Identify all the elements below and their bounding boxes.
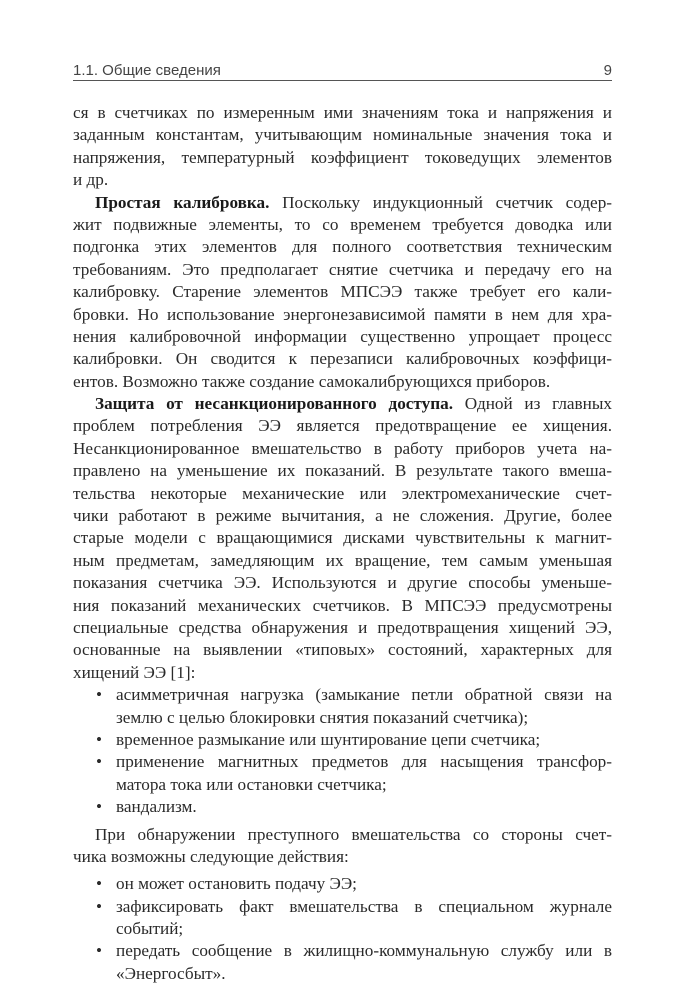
text-line: землю с целью блокировки снятия показаний счетчика);: [116, 707, 529, 727]
text-line: чика возможны следующие действия:: [73, 846, 349, 866]
text-run: Поскольку индукционный счетчик содер-: [269, 192, 613, 212]
list-item: [73, 729, 612, 751]
actions-list: [73, 873, 612, 985]
paragraph-heading: Защита от несанкционированного доступа.: [95, 394, 454, 414]
text-line: асимметричная нагрузка (замыкание петли обратной связи на: [116, 685, 612, 705]
paragraph-simple-calibration: [73, 192, 612, 394]
text-line: событий;: [116, 919, 184, 939]
text-line: [73, 192, 612, 214]
list-item: [73, 896, 612, 941]
bullet-icon: •: [96, 752, 103, 772]
text-line: калибровку. Старение элементов МПСЭЭ также требует его кали-: [73, 282, 612, 302]
text-line: чики работают в режиме вычитания, а не сложения. Другие, более: [73, 506, 612, 526]
list-item: [73, 796, 612, 818]
text-line: вандализм.: [116, 797, 197, 817]
text-line: зафиксировать факт вмешательства в специальном журнале: [116, 896, 612, 916]
text-line: ным предметам, замедляющим их вращение, тем самым уменьшая: [73, 550, 612, 570]
bullet-icon: •: [96, 941, 103, 961]
text-line: ния показаний механических счетчиков. В МПСЭЭ предусмотрены: [73, 595, 612, 615]
text-line: передать сообщение в жилищно-коммунальную службу или в: [116, 941, 612, 961]
text-line: ся в счетчиках по измеренным ими значениям тока и напряжения и: [73, 103, 612, 122]
list-item: [73, 940, 612, 985]
text-line: проблем потребления ЭЭ является предотвращение ее хищения.: [73, 416, 612, 436]
text-line: показания счетчика ЭЭ. Используются и другие способы уменьше-: [73, 573, 612, 593]
text-line: Несанкционированное вмешательство в работу приборов учета на-: [73, 438, 612, 458]
page-body: [73, 102, 612, 985]
text-line: При обнаружении преступного вмешательства со стороны счет-: [95, 824, 612, 844]
paragraph-intro: [73, 102, 612, 192]
bullet-icon: •: [96, 685, 103, 705]
text-line: калибровки. Он сводится к перезаписи калибровочных коэффици-: [73, 349, 612, 369]
section-title: 1.1. Общие сведения: [73, 62, 221, 79]
text-line: заданным константам, учитывающим номинальные значения тока и: [73, 125, 612, 145]
text-line: [73, 393, 612, 415]
list-item: [73, 873, 612, 895]
paragraph-unauthorized-access: [73, 393, 612, 684]
text-line: ентов. Возможно также создание самокалибрующихся приборов.: [73, 371, 551, 391]
text-run: Одной из главных: [453, 394, 612, 414]
paragraph-heading: Простая калибровка.: [95, 192, 270, 212]
bullet-icon: •: [96, 896, 103, 916]
text-line: хищений ЭЭ [1]:: [73, 662, 196, 682]
text-line: он может остановить подачу ЭЭ;: [116, 874, 357, 894]
text-line: основанные на выявлении «типовых» состояний, характерных для: [73, 640, 612, 660]
text-line: и др.: [73, 170, 109, 190]
text-line: подгонка этих элементов для полного соответствия техническим: [73, 237, 612, 257]
text-line: специальные средства обнаружения и предотвращения хищений ЭЭ,: [73, 617, 612, 637]
text-line: старые модели с вращающимися дисками чувствительны к магнит-: [73, 528, 612, 548]
list-item: [73, 751, 612, 796]
text-line: жит подвижные элементы, то со временем требуется доводка или: [73, 214, 612, 234]
running-header: [73, 58, 612, 81]
page-number: 9: [603, 62, 612, 79]
theft-states-list: [73, 684, 612, 818]
text-line: матора тока или остановки счетчика;: [116, 774, 387, 794]
text-line: бровки. Но использование энергонезависимой памяти в нем для хра-: [73, 304, 612, 324]
text-line: нения калибровочной информации существенно упрощает процесс: [73, 326, 612, 346]
text-line: правлено на уменьшение их показаний. В результате такого вмеша-: [73, 461, 612, 481]
bullet-icon: •: [96, 874, 103, 894]
text-line: требованиям. Это предполагает снятие счетчика и передачу его на: [73, 259, 612, 279]
bullet-icon: •: [96, 797, 103, 817]
text-line: напряжения, температурный коэффициент токоведущих элементов: [73, 147, 612, 167]
text-line: тельства некоторые механические или электромеханические счет-: [73, 483, 612, 503]
bullet-icon: •: [96, 729, 103, 749]
text-line: применение магнитных предметов для насыщения трансфор-: [116, 752, 612, 772]
text-line: временное размыкание или шунтирование цепи счетчика;: [116, 729, 541, 749]
list-item: [73, 684, 612, 729]
text-line: «Энергосбыт».: [116, 963, 226, 983]
paragraph-actions-intro: [73, 824, 612, 869]
